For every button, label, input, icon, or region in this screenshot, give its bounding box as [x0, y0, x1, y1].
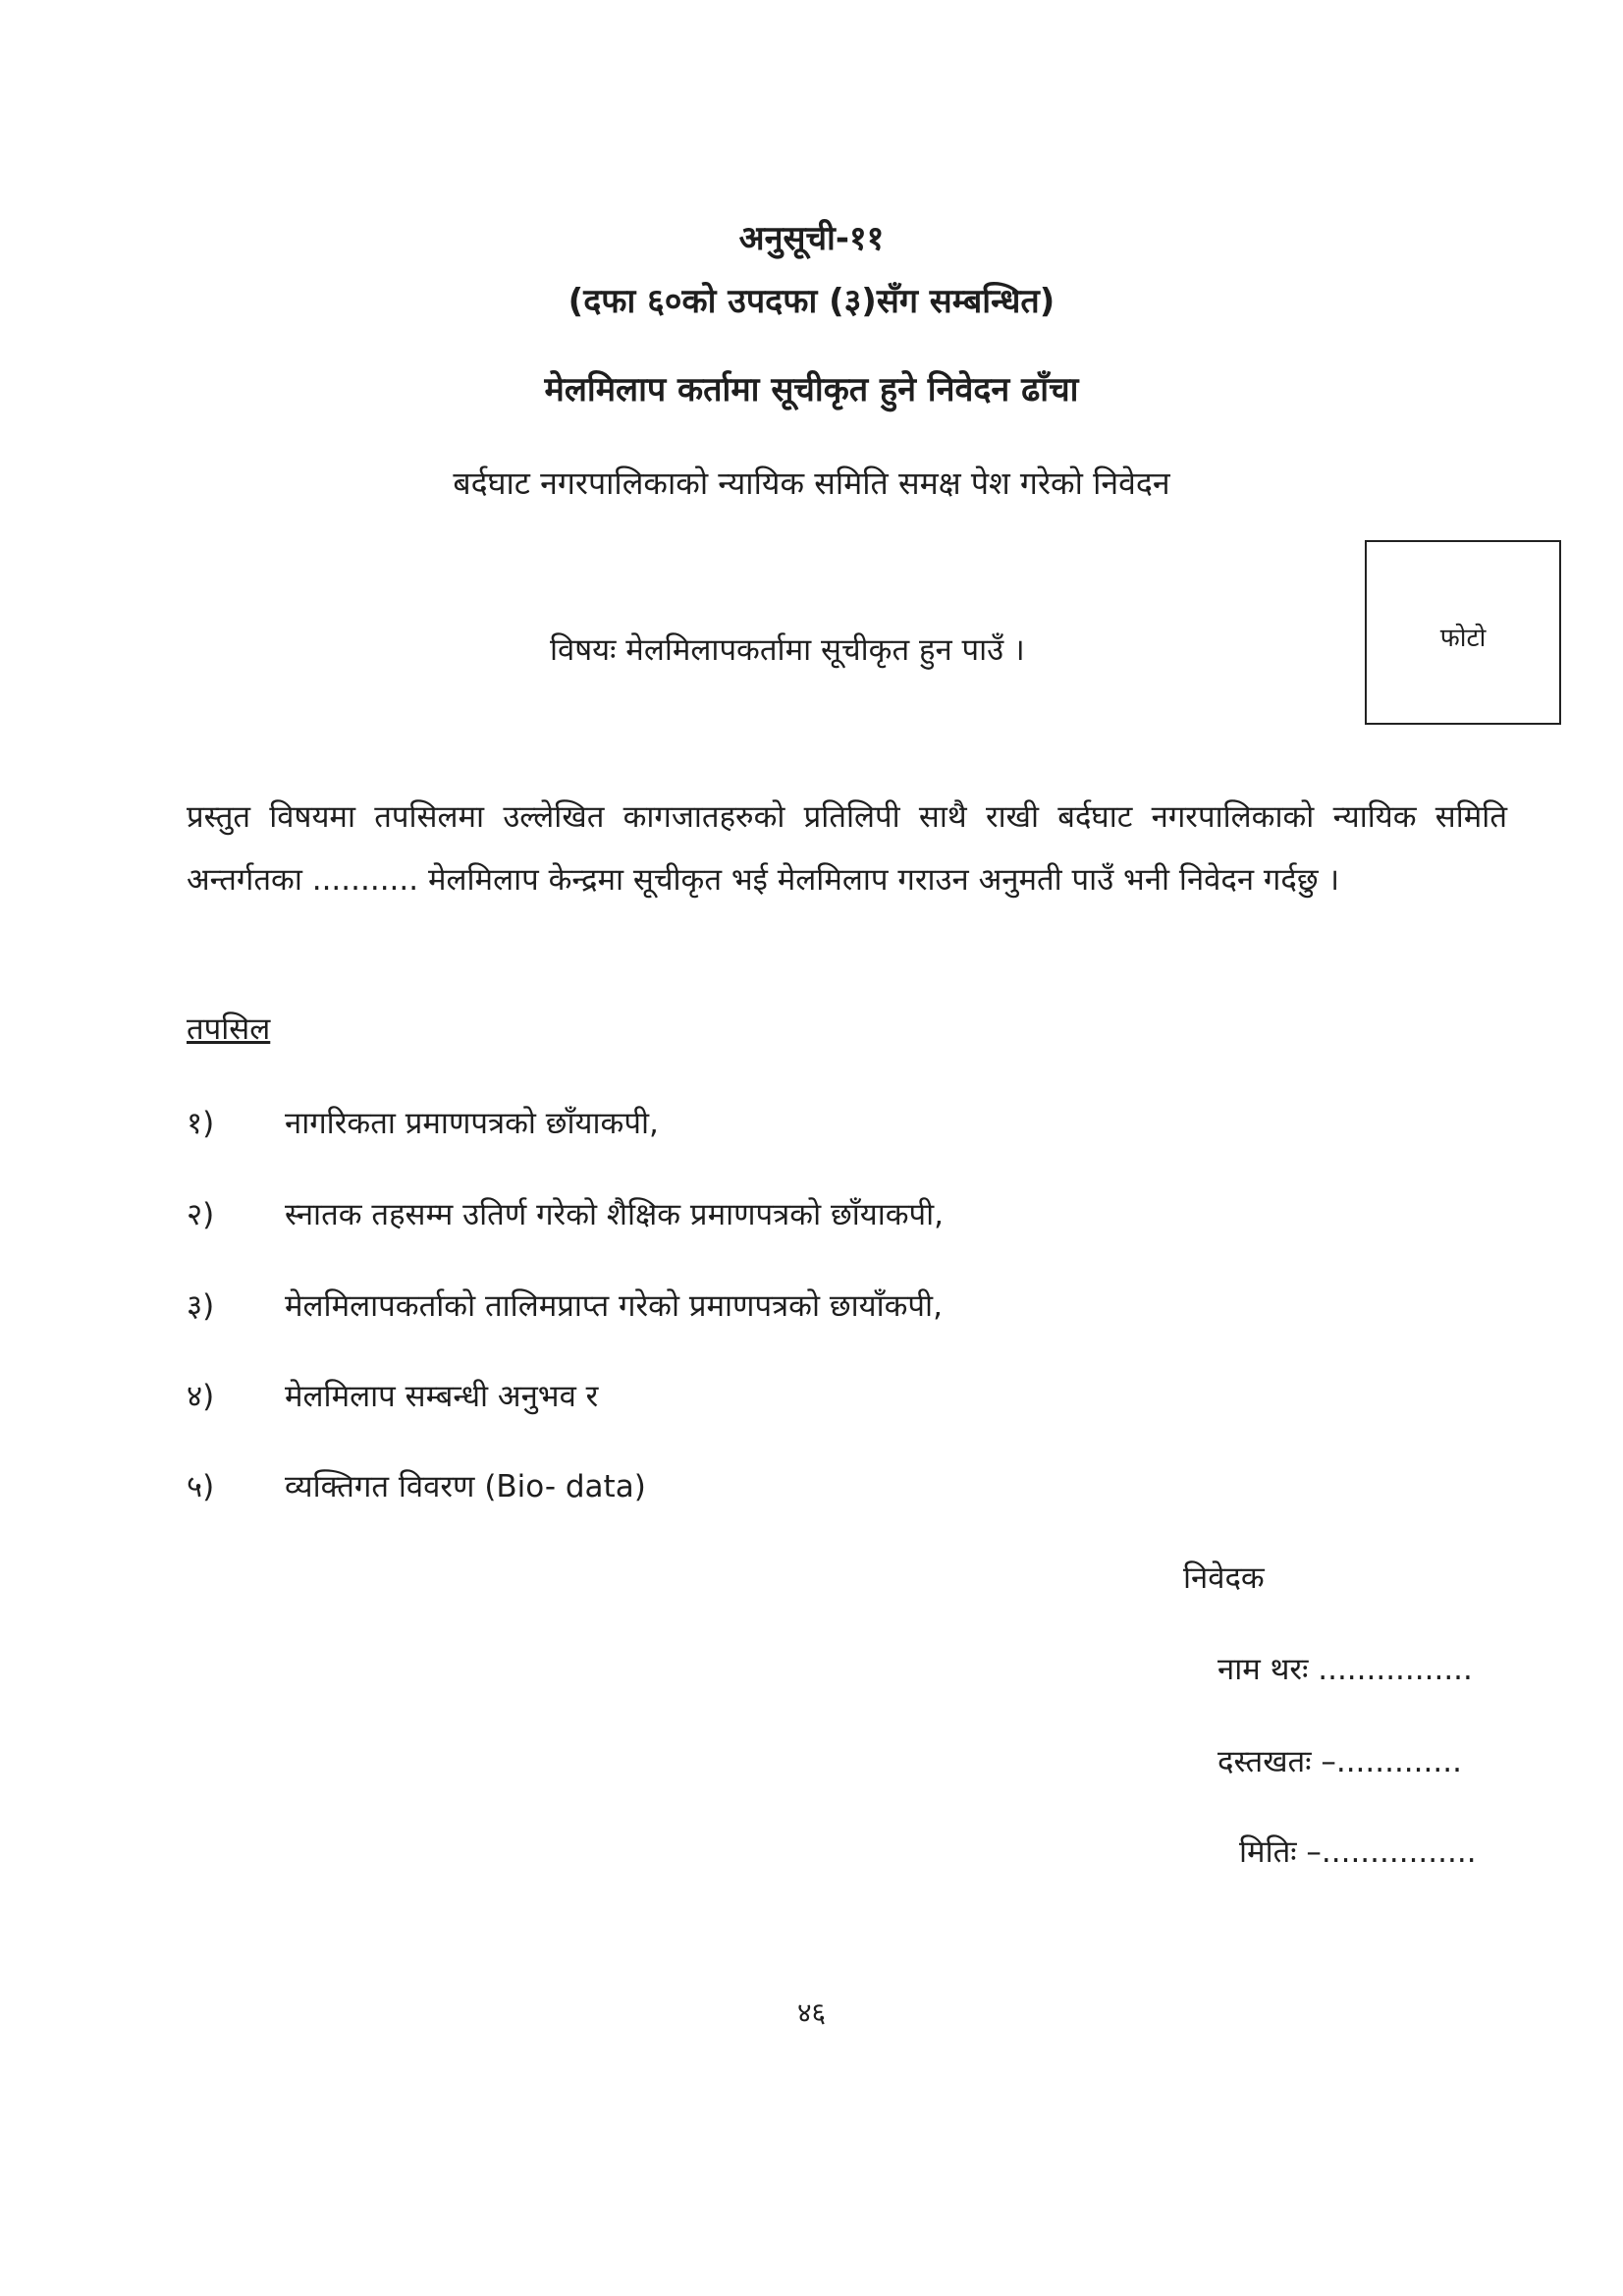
annex-item-number: ४)	[187, 1379, 215, 1414]
annex-item-text: मेलमिलापकर्ताको तालिमप्राप्त गरेको प्रमाणपत्रको छायाँकपी,	[285, 1288, 943, 1324]
form-heading: मेलमिलाप कर्तामा सूचीकृत हुने निवेदन ढाँचा	[544, 370, 1079, 410]
photo-box	[1365, 540, 1561, 725]
annex-item	[187, 1465, 646, 1506]
date-field-line: मितिः –................	[1239, 1834, 1477, 1870]
annex-item-text: स्नातक तहसम्म उतिर्ण गरेको शैक्षिक प्रमाणपत्रको छाँयाकपी,	[285, 1197, 945, 1232]
applicant-heading: निवेदक	[1183, 1560, 1265, 1596]
body-paragraph: प्रस्तुत विषयमा तपसिलमा उल्लेखित कागजातहरुको प्रतिलिपी साथै राखी बर्दघाट नगरपालिकाको न्यायिक समिति अन्तर्गतका ........... मेलमिलाप केन्द्रमा सूचीकृत भई मेलमिलाप गराउन अनुमती पाउँ भनी निवेदन गर्दछु ।	[187, 799, 1507, 898]
annex-item-text: नागरिकता प्रमाणपत्रको छाँयाकपी,	[285, 1106, 659, 1141]
annex-item-number: २)	[187, 1197, 215, 1232]
annex-item	[187, 1193, 944, 1234]
annex-item-number: १)	[187, 1106, 215, 1141]
annex-item-text: व्यक्तिगत विवरण (Bio- data)	[285, 1469, 646, 1504]
annex-item	[187, 1102, 659, 1143]
page-number: ४६	[796, 1996, 827, 2029]
schedule-reference: (दफा ६०को उपदफा (३)सँग सम्बन्धित)	[568, 282, 1055, 321]
annex-heading: तपसिल	[187, 1011, 271, 1047]
annex-item	[187, 1375, 598, 1416]
annex-item-number: ५)	[187, 1469, 215, 1504]
signature-field-line: दस्तखतः –.............	[1217, 1744, 1462, 1779]
schedule-title: अनुसूची-११	[738, 219, 885, 258]
annex-item	[187, 1285, 943, 1326]
subject-line: विषयः मेलमिलापकर्तामा सूचीकृत हुन पाउँ ।	[550, 632, 1025, 668]
photo-label: फोटो	[1439, 624, 1487, 653]
annex-item-number: ३)	[187, 1288, 215, 1324]
annex-item-text: मेलमिलाप सम्बन्धी अनुभव र	[285, 1379, 599, 1414]
name-field-line: नाम थरः ................	[1217, 1652, 1473, 1687]
addressee-line: बर्दघाट नगरपालिकाको न्यायिक समिति समक्ष पेश गरेको निवेदन	[453, 465, 1170, 502]
